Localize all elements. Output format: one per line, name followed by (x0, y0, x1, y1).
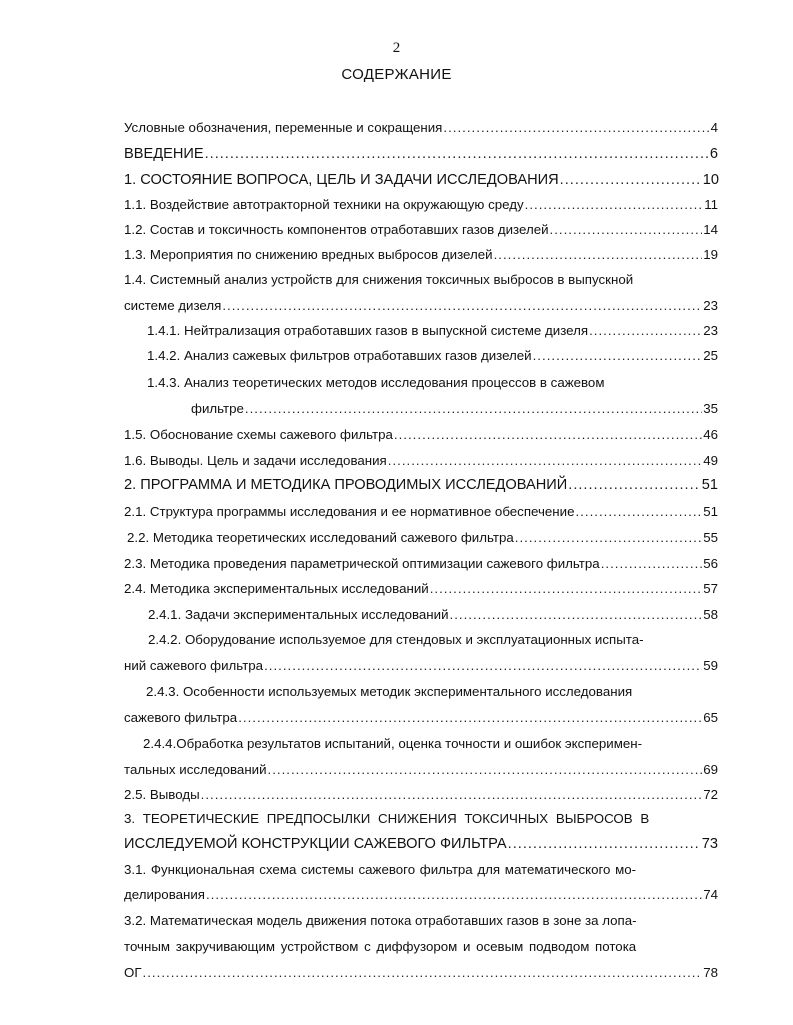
page-title: СОДЕРЖАНИЕ (341, 66, 452, 83)
dot-leader (443, 119, 709, 137)
toc-entry (147, 347, 718, 365)
toc-entry-title: ний сажевого фильтра (124, 658, 264, 673)
toc-entry-title: Условные обозначения, переменные и сокращения (124, 120, 443, 135)
toc-entry-page: 14 (703, 222, 718, 237)
toc-entry-page: 72 (703, 787, 718, 802)
dot-leader (222, 297, 702, 315)
toc-entry-page: 57 (703, 581, 718, 596)
toc-entry (147, 322, 718, 340)
toc-entry (148, 606, 718, 624)
toc-entry-page: 35 (703, 401, 718, 416)
toc-entry-title: делирования (124, 887, 205, 902)
toc-entry-title: 1.3. Мероприятия по снижению вредных выбросов дизелей (124, 247, 493, 262)
toc-entry-title-line: 1.4. Системный анализ устройств для снижения токсичных выбросов в выпускной (124, 272, 634, 287)
toc-entry-page: 23 (703, 323, 718, 338)
toc-entry (124, 171, 719, 189)
toc-entry (124, 709, 718, 727)
toc-entry-title-line: точным закручивающим устройством с диффузором и осевым подводом потока (124, 939, 637, 954)
toc-entry-title-line: 3.1. Функциональная схема системы сажевого фильтра для математического мо- (124, 862, 637, 877)
toc-entry-title: 1.5. Обоснование схемы сажевого фильтра (124, 427, 393, 442)
dot-leader (515, 529, 702, 547)
toc-entry (124, 835, 718, 853)
toc-entry-page: 19 (703, 247, 718, 262)
toc-entry-page: 65 (703, 710, 718, 725)
toc-entry-title-line: 2.4.3. Особенности используемых методик экспериментального исследования (146, 684, 633, 699)
dot-leader (238, 709, 702, 727)
toc-entry-title: ИССЛЕДУЕМОЙ КОНСТРУКЦИИ САЖЕВОГО ФИЛЬТРА (124, 836, 507, 852)
dot-leader (205, 145, 709, 163)
dot-leader (560, 171, 702, 189)
toc-entry-page: 59 (703, 658, 718, 673)
dot-leader (201, 786, 703, 804)
toc-entry-title: 2.1. Структура программы исследования и ее нормативное обеспечение (124, 504, 575, 519)
toc-entry-title: 2.4.1. Задачи экспериментальных исследований (148, 607, 449, 622)
dot-leader (264, 657, 702, 675)
toc-entry-page: 56 (703, 556, 718, 571)
toc-entry-title: 1.6. Выводы. Цель и задачи исследования (124, 453, 387, 468)
toc-entry-page: 10 (702, 172, 719, 188)
toc-entry (124, 246, 718, 264)
toc-entry-page: 78 (703, 965, 718, 980)
toc-entry-title: 2.5. Выводы (124, 787, 200, 802)
toc-entry (191, 400, 718, 418)
toc-entry-title: 2.2. Методика теоретических исследований сажевого фильтра (127, 530, 514, 545)
toc-entry (124, 221, 718, 239)
toc-entry-title: 2.4. Методика экспериментальных исследований (124, 581, 429, 596)
toc-entry (124, 503, 718, 521)
toc-entry (124, 786, 718, 804)
toc-entry-page: 6 (709, 146, 718, 162)
toc-entry (124, 476, 718, 494)
toc-entry-title: ОГ (124, 965, 142, 980)
toc-entry-title: 1.2. Состав и токсичность компонентов отработавших газов дизелей (124, 222, 549, 237)
dot-leader (575, 503, 702, 521)
toc-entry-title: фильтре (191, 401, 244, 416)
toc-entry-page: 23 (703, 298, 718, 313)
toc-entry-page: 49 (703, 453, 718, 468)
dot-leader (568, 476, 701, 494)
toc-entry-title: 1.1. Воздействие автотракторной техники на окружающую среду (124, 197, 524, 212)
toc-entry (124, 761, 718, 779)
dot-leader (245, 400, 702, 418)
toc-entry-page: 11 (704, 197, 718, 212)
toc-entry (124, 580, 718, 598)
toc-entry-page: 74 (703, 887, 718, 902)
toc-entry (124, 555, 718, 573)
dot-leader (388, 452, 702, 470)
toc-entry-title: ВВЕДЕНИЕ (124, 146, 204, 162)
toc-entry-title: тальных исследований (124, 762, 267, 777)
toc-entry-title: 1.4.1. Нейтрализация отработавших газов в выпускной системе дизеля (147, 323, 589, 338)
toc-entry-title-line: 1.4.3. Анализ теоретических методов исследования процессов в сажевом (147, 375, 605, 390)
toc-entry-title-line: 3.2. Математическая модель движения потока отработавших газов в зоне за лопа- (124, 913, 637, 928)
toc-entry-title: 2. ПРОГРАММА И МЕТОДИКА ПРОВОДИМЫХ ИССЛЕДОВАНИЙ (124, 477, 568, 493)
toc-entry-page: 55 (703, 530, 718, 545)
dot-leader (525, 196, 704, 214)
dot-leader (450, 606, 703, 624)
dot-leader (268, 761, 703, 779)
toc-entry (124, 426, 718, 444)
toc-entry-title: сажевого фильтра (124, 710, 238, 725)
toc-entry (124, 886, 718, 904)
toc-entry-title-line: 2.4.4.Обработка результатов испытаний, оценка точности и ошибок эксперимен- (143, 736, 642, 751)
toc-entry-title: 1. СОСТОЯНИЕ ВОПРОСА, ЦЕЛЬ И ЗАДАЧИ ИССЛЕДОВАНИЯ (124, 172, 559, 188)
toc-entry-page: 51 (703, 504, 718, 519)
toc-entry (124, 297, 718, 315)
dot-leader (206, 886, 702, 904)
toc-entry (124, 196, 718, 214)
dot-leader (494, 246, 703, 264)
dot-leader (550, 221, 703, 239)
dot-leader (143, 964, 703, 982)
toc-entry-title-line: 2.4.2. Оборудование используемое для стендовых и эксплуатационных испыта- (148, 632, 644, 647)
toc-entry (124, 657, 718, 675)
toc-entry-page: 58 (703, 607, 718, 622)
toc-entry (124, 119, 718, 137)
toc-entry-title: 1.4.2. Анализ сажевых фильтров отработавших газов дизелей (147, 348, 532, 363)
toc-entry (124, 964, 718, 982)
toc-entry-page: 4 (710, 120, 718, 135)
toc-entry-page: 73 (701, 836, 718, 852)
dot-leader (589, 322, 702, 340)
toc-entry (124, 452, 718, 470)
toc-entry-page: 46 (703, 427, 718, 442)
page-number: 2 (392, 40, 401, 56)
toc-entry-page: 51 (701, 477, 718, 493)
toc-entry (127, 529, 718, 547)
toc-entry-page: 25 (703, 348, 718, 363)
toc-entry (124, 145, 718, 163)
toc-entry-title: системе дизеля (124, 298, 222, 313)
dot-leader (394, 426, 702, 444)
dot-leader (601, 555, 703, 573)
toc-entry-page: 69 (703, 762, 718, 777)
toc-entry-title: 2.3. Методика проведения параметрической оптимизации сажевого фильтра (124, 556, 600, 571)
dot-leader (533, 347, 703, 365)
dot-leader (430, 580, 703, 598)
dot-leader (508, 835, 701, 853)
toc-entry-title-line: 3. ТЕОРЕТИЧЕСКИЕ ПРЕДПОСЫЛКИ СНИЖЕНИЯ ТОКСИЧНЫХ ВЫБРОСОВ В (124, 811, 650, 826)
